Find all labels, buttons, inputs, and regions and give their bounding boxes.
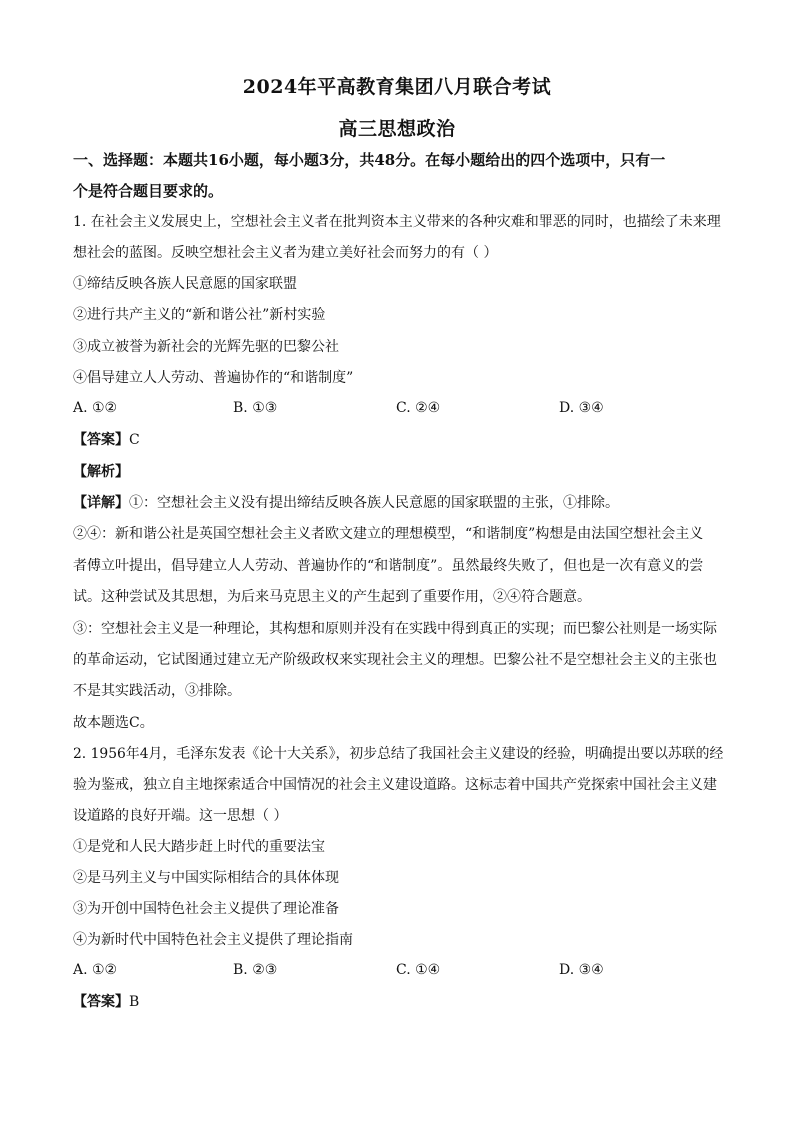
q2-answer-value: B [129, 994, 140, 1010]
q2-item-4: ④为新时代中国特色社会主义提供了理论指南 [73, 932, 353, 948]
q1-detail-line-3: 者傅立叶提出，倡导建立人人劳动、普遍协作的“和谐制度”。虽然最终失败了，但也是一次有意义的尝 [73, 558, 704, 574]
q1-item-2: ②进行共产主义的“新和谐公社”新村实验 [73, 307, 326, 323]
q1-detail-line-5: ③：空想社会主义是一种理论，其构想和原则并没有在实践中得到真正的实现；而巴黎公社则是一场实际 [73, 621, 717, 637]
q1-item-3: ③成立被誉为新社会的光辉先驱的巴黎公社 [73, 339, 339, 355]
q1-option-b: B. ①③ [233, 400, 278, 416]
q1-analysis-heading [73, 463, 723, 481]
q1-analysis-tag: 【解析】 [73, 464, 129, 480]
q1-answer-value: C [129, 432, 140, 448]
q1-detail-line-7: 不是其实践活动，③排除。 [73, 683, 241, 699]
q1-stem-line-1: 1. 在社会主义发展史上，空想社会主义者在批判资本主义带来的各种灾难和罪恶的同时，也描绘了未来理 [73, 214, 721, 230]
q1-detail-line-1 [73, 494, 723, 512]
q2-option-c: C. ①④ [396, 962, 441, 978]
q2-options [73, 962, 723, 980]
q1-detail-line-6: 的革命运动，它试图通过建立无产阶级政权来实现社会主义的理想。巴黎公社不是空想社会主义的主张也 [73, 652, 717, 668]
q1-conclusion: 故本题选C。 [73, 715, 154, 731]
q2-option-b: B. ②③ [233, 962, 278, 978]
q1-item-4: ④倡导建立人人劳动、普遍协作的“和谐制度” [73, 370, 354, 386]
q2-item-2: ②是马列主义与中国实际相结合的具体体现 [73, 870, 339, 886]
q1-item-1: ①缔结反映各族人民意愿的国家联盟 [73, 276, 297, 292]
q1-detail-tag: 【详解】 [73, 495, 129, 511]
q2-option-d: D. ③④ [559, 962, 604, 978]
q2-item-3: ③为开创中国特色社会主义提供了理论准备 [73, 901, 339, 917]
q2-answer [73, 993, 723, 1011]
q2-answer-tag: 【答案】 [73, 994, 129, 1010]
exam-subtitle: 高三思想政治 [338, 118, 456, 140]
q2-stem-line-2: 验为鉴戒，独立自主地探索适合中国情况的社会主义建设道路。这标志着中国共产党探索中国社会主义建 [73, 777, 717, 793]
section-instruction-line-2: 个是符合题目要求的。 [73, 182, 224, 200]
q1-answer-tag: 【答案】 [73, 432, 129, 448]
q1-option-c: C. ②④ [396, 400, 441, 416]
q1-detail-line-2: ②④：新和谐公社是英国空想社会主义者欧文建立的理想模型，“和谐制度”构想是由法国空想社会主义 [73, 526, 704, 542]
q1-option-a: A. ①② [73, 400, 118, 416]
q1-detail-text-1: ①：空想社会主义没有提出缔结反映各族人民意愿的国家联盟的主张，①排除。 [129, 495, 619, 511]
q2-stem-line-1: 2. 1956年4月，毛泽东发表《论十大关系》，初步总结了我国社会主义建设的经验，明确提出要以苏联的经 [73, 746, 724, 762]
q1-answer [73, 431, 723, 449]
q1-detail-line-4: 试。这种尝试及其思想，为后来马克思主义的产生起到了重要作用，②④符合题意。 [73, 589, 591, 605]
q1-options [73, 400, 723, 418]
q2-item-1: ①是党和人民大踏步赶上时代的重要法宝 [73, 839, 325, 855]
q1-option-d: D. ③④ [559, 400, 604, 416]
exam-title: 2024年平高教育集团八月联合考试 [242, 76, 552, 98]
q2-option-a: A. ①② [73, 962, 118, 978]
section-instruction-line-1: 一、选择题：本题共16小题，每小题3分，共48分。在每小题给出的四个选项中，只有一 [73, 151, 666, 169]
q1-stem-line-2: 想社会的蓝图。反映空想社会主义者为建立美好社会而努力的有（ ） [73, 245, 498, 261]
q2-stem-line-3: 设道路的良好开端。这一思想（ ） [73, 808, 288, 824]
